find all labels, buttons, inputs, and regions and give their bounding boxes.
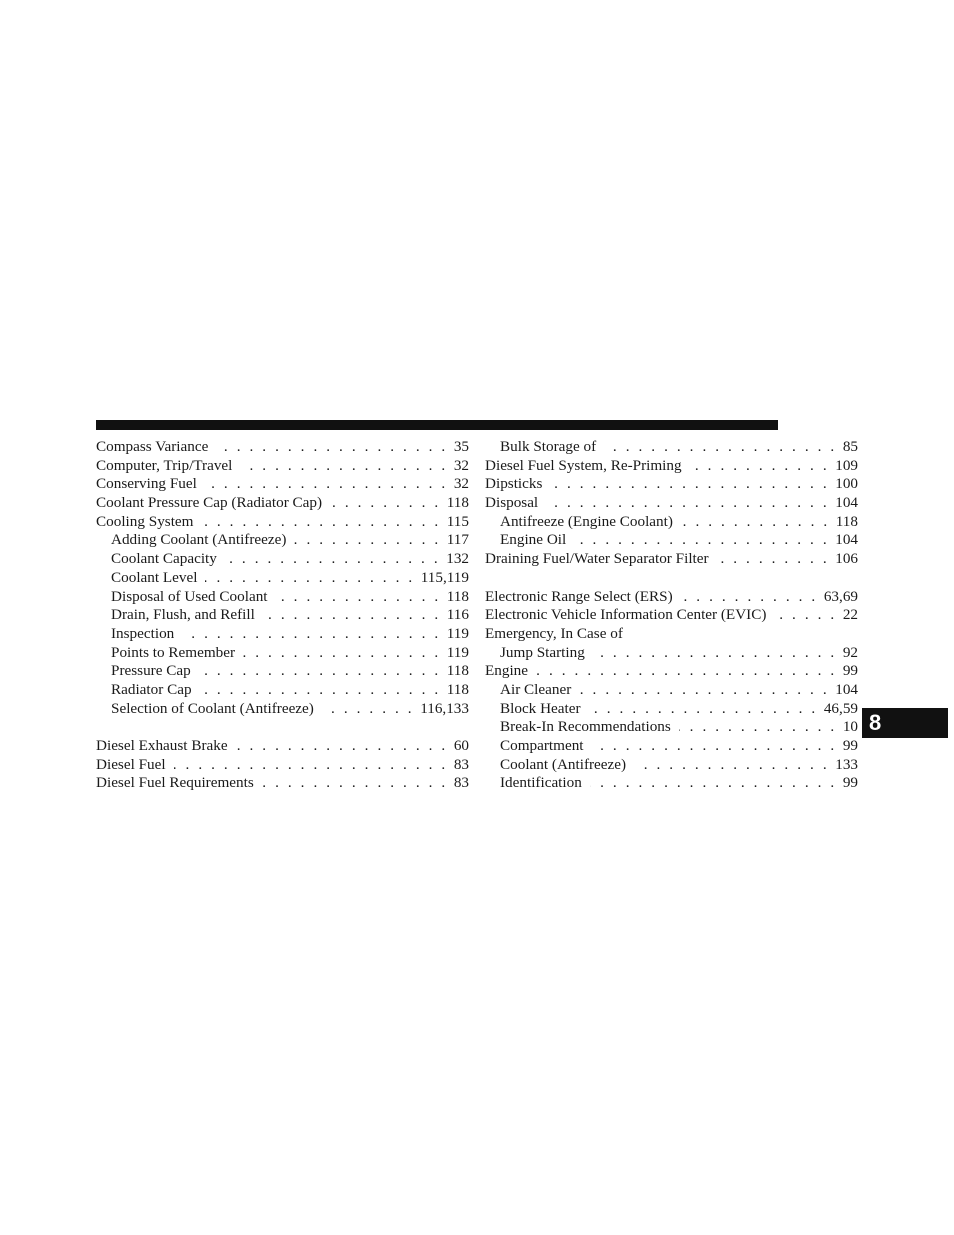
index-subentry [485, 774, 858, 793]
index-term: Electronic Range Select (ERS) [485, 587, 673, 605]
index-entry [485, 625, 858, 644]
index-page-number: 32 [453, 456, 469, 474]
index-entry [96, 756, 469, 775]
index-page-number: 83 [453, 755, 469, 773]
index-term: Inspection [111, 624, 175, 642]
index-page-number: 99 [842, 774, 858, 792]
index-term: Adding Coolant (Antifreeze) [111, 531, 287, 549]
index-page-number: 115 [446, 512, 469, 530]
index-term: Computer, Trip/Travel [96, 456, 233, 474]
index-entry [96, 737, 469, 756]
index-entry [485, 457, 858, 476]
index-term: Drain, Flush, and Refill [111, 606, 255, 624]
index-term: Diesel Fuel System, Re-Priming [485, 456, 682, 474]
index-term: Disposal of Used Coolant [111, 587, 268, 605]
dot-leader [182, 625, 441, 644]
index-term: Diesel Fuel [96, 755, 166, 773]
index-term: Coolant Pressure Cap (Radiator Cap) [96, 494, 323, 512]
index-entry [485, 588, 858, 607]
index-term: Coolant Level [111, 568, 198, 586]
index-page-number: 118 [446, 494, 469, 512]
index-term: Emergency, In Case of [485, 624, 623, 642]
dot-leader [174, 756, 448, 775]
index-entry [96, 774, 469, 793]
dot-leader [690, 457, 830, 476]
index-page-number: 99 [842, 662, 858, 680]
section-tab-label: 8 [869, 710, 882, 735]
index-subentry [96, 662, 469, 681]
index-page-number: 118 [446, 587, 469, 605]
index-subentry [485, 718, 858, 737]
index-page-number: 119 [446, 643, 469, 661]
dot-leader [263, 606, 441, 625]
index-term: Identification [500, 774, 582, 792]
index-term: Draining Fuel/Water Separator Filter [485, 550, 709, 568]
index-subentry [485, 531, 858, 550]
index-page-number: 132 [446, 550, 469, 568]
index-term: Compass Variance [96, 438, 209, 455]
dot-leader [236, 737, 448, 756]
index-subentry [96, 700, 469, 719]
index-subentry [485, 438, 858, 457]
index-page-number: 109 [835, 456, 858, 474]
index-subentry [485, 681, 858, 700]
index-page-number: 99 [842, 737, 858, 754]
top-rule [96, 420, 778, 430]
index-term: Diesel Fuel Requirements [96, 774, 254, 792]
index-page-number: 118 [446, 680, 469, 698]
index-page-number: 117 [446, 531, 469, 549]
index-page-number: 63,69 [823, 587, 858, 605]
dot-leader [225, 550, 440, 569]
dot-leader [536, 662, 837, 681]
dot-leader [604, 438, 837, 457]
index-entry [485, 550, 858, 569]
dot-leader [243, 644, 441, 663]
index-subentry [485, 756, 858, 775]
index-term: Block Heater [500, 699, 581, 717]
index-term: Bulk Storage of [500, 438, 597, 455]
dot-leader [634, 756, 829, 775]
dot-leader [681, 513, 830, 532]
index-term: Antifreeze (Engine Coolant) [500, 512, 673, 530]
index-term: Points to Remember [111, 643, 236, 661]
dot-leader [240, 457, 447, 476]
index-page-number: 92 [842, 643, 858, 661]
index-page-number: 104 [835, 531, 858, 549]
dot-leader [574, 531, 829, 550]
dot-leader [322, 700, 414, 719]
dot-leader [774, 606, 836, 625]
index-entry [485, 662, 858, 681]
index-entry [96, 494, 469, 513]
dot-leader [593, 644, 837, 663]
dot-leader [589, 700, 818, 719]
index-term: Electronic Vehicle Information Center (EVIC) [485, 606, 767, 624]
index-term: Break-In Recommendations [500, 718, 671, 736]
index-page-number: 115,119 [420, 568, 469, 586]
index-page-number: 106 [835, 550, 858, 568]
index-entry [485, 494, 858, 513]
dot-leader [590, 774, 837, 793]
index-term: Disposal [485, 494, 539, 512]
index-term: Diesel Exhaust Brake [96, 737, 228, 754]
dot-leader [216, 438, 447, 457]
index-page-number: 46,59 [823, 699, 858, 717]
index-page-number: 83 [453, 774, 469, 792]
index-page-number: 60 [453, 737, 469, 754]
dot-leader [579, 681, 829, 700]
index-subentry [485, 737, 858, 756]
dot-leader [200, 681, 441, 700]
index-subentry [96, 550, 469, 569]
dot-leader [199, 662, 441, 681]
index-subentry [96, 606, 469, 625]
index-entry [485, 606, 858, 625]
index-column-right [485, 438, 858, 793]
index-subentry [96, 531, 469, 550]
index-page-number: 104 [835, 494, 858, 512]
index-page-number: 133 [835, 755, 858, 773]
index-term: Compartment [500, 737, 584, 754]
index-term: Dipsticks [485, 475, 543, 493]
index-entry [96, 438, 469, 457]
dot-leader [592, 737, 837, 756]
section-tab [862, 708, 948, 738]
index-term: Pressure Cap [111, 662, 191, 680]
dot-leader [201, 513, 440, 532]
index-entry [485, 475, 858, 494]
index-term: Engine Oil [500, 531, 567, 549]
dot-leader [330, 494, 441, 513]
dot-leader [717, 550, 830, 569]
dot-leader [546, 494, 829, 513]
index-term: Air Cleaner [500, 680, 572, 698]
dot-leader [276, 588, 441, 607]
index-gap [96, 718, 469, 737]
index-term: Engine [485, 662, 529, 680]
index-term: Conserving Fuel [96, 475, 197, 493]
index-subentry [485, 513, 858, 532]
index-entry [96, 513, 469, 532]
index-page-number: 104 [835, 680, 858, 698]
index-term: Jump Starting [500, 643, 585, 661]
index-term: Cooling System [96, 512, 194, 530]
index-page-number: 22 [842, 606, 858, 624]
dot-leader [294, 531, 440, 550]
index-subentry [96, 569, 469, 588]
index-page-number: 32 [453, 475, 469, 493]
index-page-number: 85 [842, 438, 858, 455]
index-entry [96, 457, 469, 476]
index-term: Coolant (Antifreeze) [500, 755, 627, 773]
index-page-number: 35 [453, 438, 469, 455]
index-subentry [96, 625, 469, 644]
index-subentry [96, 588, 469, 607]
index-page-number: 100 [835, 475, 858, 493]
index-page-number: 118 [835, 512, 858, 530]
index-term: Coolant Capacity [111, 550, 217, 568]
dot-leader [262, 774, 448, 793]
dot-leader [679, 718, 837, 737]
index-subentry [96, 681, 469, 700]
dot-leader [550, 475, 829, 494]
dot-leader [205, 569, 414, 588]
dot-leader [681, 588, 818, 607]
index-column-left [96, 438, 469, 793]
index-page-number: 119 [446, 624, 469, 642]
index-entry [96, 475, 469, 494]
dot-leader [205, 475, 448, 494]
index-gap [485, 569, 858, 588]
index-page-number: 118 [446, 662, 469, 680]
index-page-number: 10 [842, 718, 858, 736]
index-subentry [485, 700, 858, 719]
index-term: Selection of Coolant (Antifreeze) [111, 699, 314, 717]
index-page-number: 116,133 [420, 699, 469, 717]
index-subentry [96, 644, 469, 663]
index-term: Radiator Cap [111, 680, 192, 698]
index-subentry [485, 644, 858, 663]
index-page-number: 116 [446, 606, 469, 624]
